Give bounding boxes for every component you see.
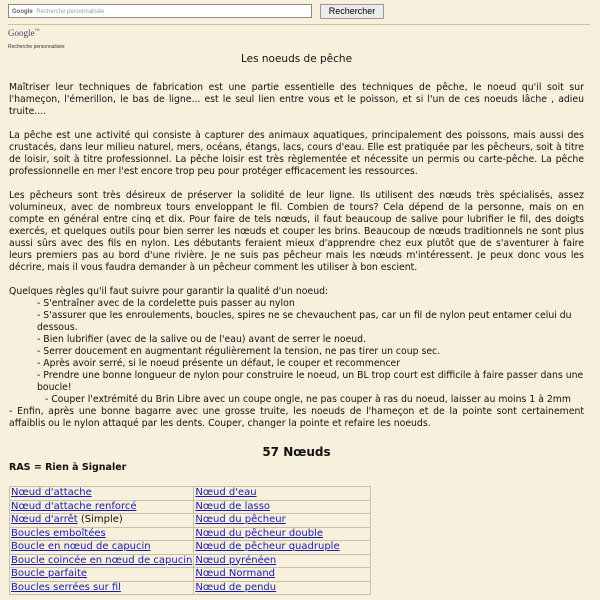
search-input[interactable] [8, 4, 312, 18]
knots-paragraph: Les pêcheurs sont très désireux de préserver la solidité de leur ligne. Ils utilisent des nœuds très spécialisés, assez volumineux, avec de nombreux tours enveloppant le fil. Combien de tours? Cela dépend de la personne, mais on en compte en général entre cinq et dix. Pour faire de tels nœuds, il faut beaucoup de salive pour lubrifier le fil, des doigts exercés, et quelques outils pour bien serrer les nœuds et couper les brins. Beaucoup de nœuds traditionnels ne sont plus aussi sûrs avec des fils en nylon. Les débutants feraient mieux d'apprendre chez eux plutôt que de s'aventurer à faire leurs premiers pas au bord d'une rivière. Je ne suis pas pêcheur mais les nœuds m'intéressent. Je peux donc vous les décrire, mais il vous faudra demander à un pêcheur comment les utiliser à bon escient. [9, 190, 584, 273]
rule-item: - Serrer doucement en augmentant régulièrement la tension, ne pas tirer un coup sec. [37, 346, 441, 357]
knot-link[interactable]: Nœud Normand [195, 568, 276, 579]
search-bar [8, 4, 598, 22]
table-cell [10, 554, 194, 568]
rule-item: - S'assurer que les enroulements, boucles, spires ne se chevauchent pas, car un fil de nylon peut entamer celui du dessous. [37, 310, 572, 333]
knot-link[interactable]: Nœud pyrénéen [195, 554, 277, 566]
rule-item: - Après avoir serré, si le noeud présente un défaut, le couper et recommencer [37, 358, 401, 369]
table-cell [10, 581, 194, 595]
table-row [10, 527, 371, 541]
google-watermark: Google [12, 9, 33, 15]
knot-link[interactable]: Boucle coincée en nœud de capucin [11, 554, 193, 566]
table-cell [10, 568, 194, 582]
table-row [10, 500, 371, 514]
table-cell [10, 500, 194, 514]
knot-link[interactable]: Nœud de lasso [195, 500, 271, 512]
table-row [10, 487, 371, 501]
knot-link[interactable]: Nœud d'attache renforcé [11, 500, 137, 512]
definition-paragraph: La pêche est une activité qui consiste à capturer des animaux aquatiques, principalement des poissons, mais aussi des crustacés, dans leur milieu naturel, mers, océans, étangs, lacs, cours d'eau. Elle est pratiquée par les pêcheurs, soit à titre de loisir, soit à titre professionnel. La pêche loisir est très règlementée et nécessite un permis ou carte-pêche. La pêche professionnelle en mer l'est encore trop peu pour protéger efficacement les ressources. [9, 130, 584, 177]
knots-table [9, 486, 371, 595]
intro-paragraph: Maîtriser leur techniques de fabrication est une partie essentielle des techniques de pêche, le noeud qu'il soit sur l'hameçon, l'émerillon, le bas de ligne... est le seul lien entre vous et le poisson, et si l'un de ces noeuds lâche , adieu truite.... [9, 82, 584, 117]
table-cell [194, 554, 371, 568]
knot-link[interactable]: Nœud d'eau [195, 487, 257, 498]
table-cell [194, 500, 371, 514]
trademark-symbol: ™ [34, 29, 40, 34]
google-logo-text: Google [8, 28, 35, 38]
rule-item: - Prendre une bonne longueur de nylon pour construire le noeud, un BL trop court est difficile à faire passer dans une boucle! [37, 370, 584, 393]
knot-link[interactable]: Boucle parfaite [11, 568, 88, 579]
rules-list [9, 298, 584, 406]
table-cell [194, 514, 371, 528]
ras-legend: RAS = Rien à Signaler [9, 462, 127, 473]
table-row [10, 568, 371, 582]
table-row [10, 554, 371, 568]
knot-link[interactable]: Nœud du pêcheur double [195, 527, 323, 539]
table-cell [10, 514, 194, 528]
table-cell [10, 487, 194, 501]
table-row [10, 581, 371, 595]
knot-link[interactable]: Nœud du pêcheur [195, 514, 286, 525]
knot-link[interactable]: Nœud d'arrêt [11, 514, 78, 525]
article [9, 52, 584, 595]
knot-suffix: (Simple) [77, 514, 123, 525]
knot-link[interactable]: Nœud de pendu [195, 581, 277, 593]
page-title: Les noeuds de pêche [240, 53, 353, 65]
knot-link[interactable]: Boucles serrées sur fil [11, 581, 121, 593]
rule-item-nested: - Couper l'extrémité du Brin Libre avec un coupe ongle, ne pas couper à ras du noeud, laisser au moins 1 à 2mm [45, 394, 571, 405]
table-cell [10, 527, 194, 541]
top-divider [8, 24, 590, 25]
table-cell [194, 487, 371, 501]
knot-link[interactable]: Boucle en nœud de capucin [11, 541, 151, 552]
custom-search-label: Recherche personnalisée [8, 44, 65, 50]
table-row [10, 541, 371, 555]
search-button[interactable]: Rechercher [320, 4, 384, 19]
table-cell [194, 527, 371, 541]
google-logo [8, 28, 39, 38]
rules-intro: Quelques règles qu'il faut suivre pour garantir la qualité d'un noeud: [9, 286, 329, 297]
table-cell [10, 541, 194, 555]
rule-item: - Bien lubrifier (avec de la salive ou de l'eau) avant de serrer le noeud. [37, 334, 367, 345]
search-placeholder: Recherche personnalisée [36, 9, 105, 15]
table-cell [194, 568, 371, 582]
knots-heading: 57 Nœuds [262, 445, 331, 459]
knot-link[interactable]: Nœud de pêcheur quadruple [195, 541, 340, 552]
knot-link[interactable]: Boucles emboîtées [11, 527, 106, 539]
final-rule: - Enfin, après une bonne bagarre avec une grosse truite, les noeuds de l'hameçon et de la pointe sont certainement affaiblis ou le nylon attaqué par les dents. Couper, changer la pointe et refaire les noeuds. [9, 406, 584, 429]
table-row [10, 514, 371, 528]
rule-item: - S'entraîner avec de la cordelette puis passer au nylon [37, 298, 295, 309]
table-cell [194, 541, 371, 555]
knot-link[interactable]: Nœud d'attache [11, 487, 92, 498]
table-cell [194, 581, 371, 595]
